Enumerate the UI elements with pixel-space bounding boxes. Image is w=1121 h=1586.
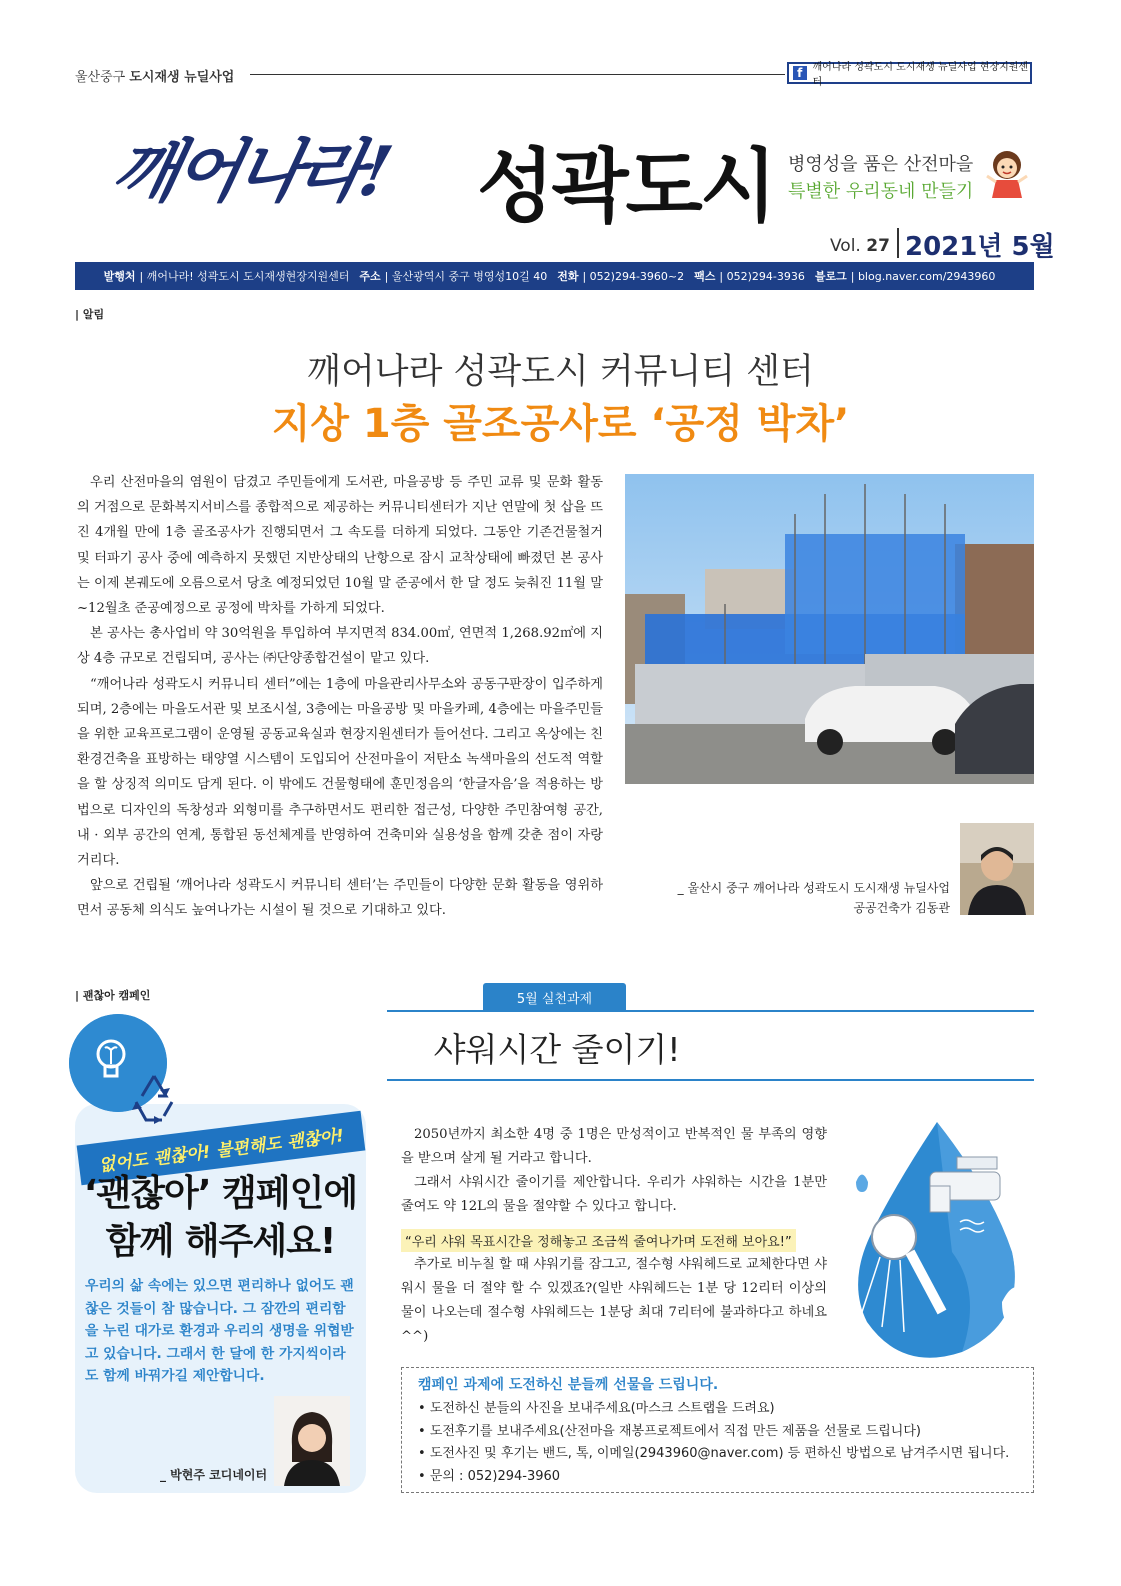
- section-tag-notice: | 알림: [75, 308, 105, 321]
- gift-notice-box: [401, 1367, 1034, 1493]
- mascot-illustration: [982, 148, 1032, 200]
- publisher-info-bar: 발행처 | 깨어나라! 성곽도시 도시재생현장지원센터 주소 | 울산광역시 중구 병영성10길 40 전화 | 052)294-3960~2 팩스 | 052)294-3936 블로그 | blog.naver.com/2943960: [75, 262, 1034, 290]
- coordinator-portrait: [274, 1396, 350, 1486]
- campaign-card-text: 우리의 삶 속에는 있으면 편리하나 없어도 괜찮은 것들이 참 많습니다. 그 잠깐의 편리함을 누린 대가로 환경과 우리의 생명을 위협받고 있습니다. 그래서 한 달에 한 가지씩이라도 함께 바꿔가길 제안합니다.: [85, 1278, 354, 1384]
- article-body: [77, 470, 603, 924]
- coordinator-name: _ 박현주 코디네이터: [160, 1468, 268, 1482]
- series-label: 울산중구 도시재생 뉴딜사업: [75, 70, 235, 85]
- article-paragraph: “깨어나라 성곽도시 커뮤니티 센터”에는 1층에 마을관리사무소와 공동구판장이 입주하게 되며, 2층에는 마을도서관 및 보조시설, 3층에는 마을공방 및 마을카페, 4층에는 마을주민들을 위한 교육프로그램이 운영될 공동교육실과 현장지원센터가 들어선다. 그리고 옥상에는 친환경건축을 표방하는 태양열 시스템이 도입되어 산전마을이 저탄소 녹색마을의 선도적 역할을 할 상징적 의미도 담게 된다. 이 밖에도 건물형태에 훈민정음의 ‘한글자음’을 적용하는 방법으로 디자인의 독창성과 외형미를 추구하면서도 편리한 접근성, 다양한 주민참여형 공간, 내 · 외부 공간의 연계, 통합된 동선체계를 반영하여 건축미와 실용성을 함께 갖춘 점이 자랑거리다.: [77, 676, 604, 869]
- campaign-card-title: ‘괜찮아’ 캠페인에 함께 해주세요!: [83, 1173, 358, 1262]
- facebook-label: 깨어나라 성곽도시 도시재생 뉴딜사업 현장지원센터: [812, 62, 1029, 88]
- article-author: _ 울산시 중구 깨어나라 성곽도시 도시재생 뉴딜사업 공공건축가 김동관: [677, 881, 950, 915]
- article-paragraph: 본 공사는 총사업비 약 30억원을 투입하여 부지면적 834.00㎡, 연면적 1,268.92㎡에 지상 4층 규모로 건립되며, 공사는 ㈜단양종합건설이 맡고 있다.: [77, 626, 603, 667]
- author-portrait: [960, 823, 1034, 915]
- water-drop-shower-illustration: [842, 1112, 1032, 1372]
- slogan-line-1: 병영성을 품은 산전마을: [788, 154, 974, 175]
- title-rule-bottom: [387, 1079, 1034, 1081]
- article-subtitle: 깨어나라 성곽도시 커뮤니티 센터: [307, 352, 814, 392]
- facebook-link[interactable]: [787, 62, 1032, 88]
- volume-separator: [897, 228, 899, 258]
- campaign-paragraph: 2050년까지 최소한 4명 중 1명은 만성적이고 반복적인 물 부족의 영향을 받으며 살게 될 거라고 합니다.: [401, 1127, 827, 1166]
- section-tag-campaign: | 괜찮아 캠페인: [75, 989, 151, 1002]
- masthead-script-title: 깨어나라!: [105, 132, 395, 212]
- article-paragraph: 앞으로 건립될 ‘깨어나라 성곽도시 커뮤니티 센터’는 주민들이 다양한 문화 활동을 영위하면서 공동체 의식도 높여나가는 시설이 될 것으로 기대하고 있다.: [77, 878, 603, 919]
- monthly-task-tab: 5월 실천과제: [483, 983, 626, 1011]
- campaign-highlight-quote: “우리 샤워 목표시간을 정해놓고 조금씩 줄여나가며 도전해 보아요!”: [401, 1229, 796, 1252]
- campaign-paragraph: 추가로 비누칠 할 때 샤워기를 잠그고, 절수형 샤워헤드로 교체한다면 샤워시 물을 더 절약 할 수 있겠죠?(일반 샤워헤드는 1분 당 12리터 이상의 물이 나오는데 절수형 샤워헤드는 1분당 최대 7리터에 불과하다고 하네요^^): [401, 1257, 827, 1344]
- article-headline: 지상 1층 골조공사로 ‘공정 박차’: [271, 401, 850, 447]
- title-rule-top: [387, 1010, 1034, 1012]
- facebook-icon: f: [793, 66, 807, 80]
- list-item: • 도전사진 및 후기는 밴드, 톡, 이메일(2943960@naver.com) 등 편하신 방법으로 남겨주시면 됩니다.: [418, 1443, 1017, 1466]
- slogan-line-2: 특별한 우리동네 만들기: [788, 181, 974, 202]
- construction-photo: [625, 474, 1034, 784]
- gift-list: [418, 1398, 1017, 1488]
- campaign-title: 샤워시간 줄이기!: [433, 1030, 681, 1069]
- list-item: • 문의 : 052)294-3960: [418, 1466, 1017, 1489]
- recycle-icon: [124, 1068, 184, 1128]
- article-paragraph: 우리 산전마을의 염원이 담겼고 주민들에게 도서관, 마을공방 등 주민 교류 및 문화 활동의 거점으로 문화복지서비스를 종합적으로 제공하는 커뮤니티센터가 지난 연말에 첫 삽을 뜨진 4개월 만에 1층 골조공사가 진행되면서 그 속도를 더하게 되었다. 그동안 기존건물철거 및 터파기 공사 중에 예측하지 못했던 지반상태의 난항으로 잠시 교착상태에 빠졌던 본 공사는 이제 본궤도에 오름으로서 당초 예정되었던 10월 말 준공에서 한 달 정도 늦춰진 11월 말~12월초 준공예정으로 공정에 박차를 가하게 되었다.: [77, 475, 604, 617]
- gift-title: 캠페인 과제에 도전하신 분들께 선물을 드립니다.: [418, 1377, 719, 1393]
- volume-number: Vol. 27: [830, 236, 890, 256]
- top-rule: [250, 74, 785, 75]
- list-item: • 도전하신 분들의 사진을 보내주세요(마스크 스트랩을 드려요): [418, 1398, 1017, 1421]
- issue-date: 2021년 5월: [905, 232, 1055, 262]
- blog-link[interactable]: | blog.naver.com/2943960: [850, 269, 996, 283]
- campaign-ribbon: 없어도 괜찮아! 불편해도 괜찮아!: [77, 1111, 366, 1186]
- masthead-title: 성곽도시: [477, 140, 775, 233]
- campaign-paragraph: 그래서 샤워시간 줄이기를 제안합니다. 우리가 샤워하는 시간을 1분만 줄여도 약 12L의 물을 절약할 수 있다고 합니다.: [401, 1175, 827, 1214]
- list-item: • 도전후기를 보내주세요(산전마을 재봉프로젝트에서 직접 만든 제품을 선물로 드립니다): [418, 1421, 1017, 1444]
